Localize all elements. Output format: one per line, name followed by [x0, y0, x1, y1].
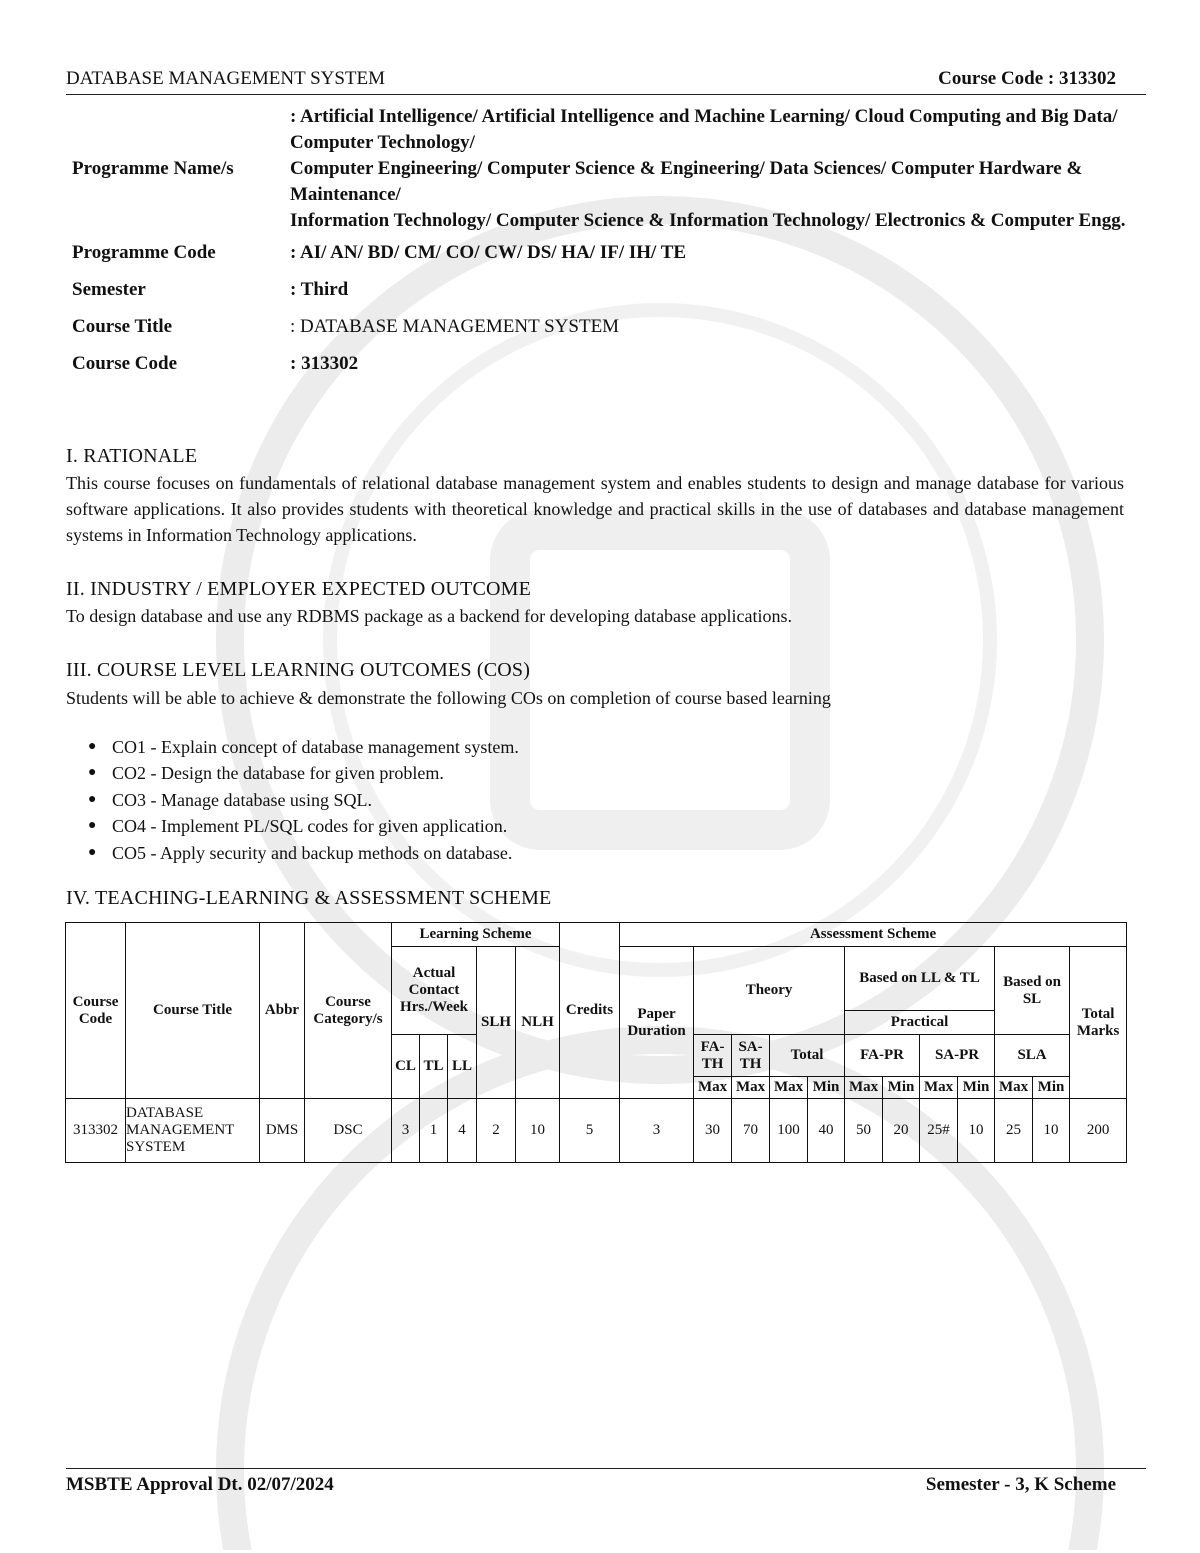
table-row	[66, 1099, 1127, 1163]
cell-total-min: 40	[808, 1099, 845, 1163]
th-based-sl: Based on SL	[995, 947, 1070, 1035]
th-min: Min	[883, 1077, 920, 1099]
bullet-icon: ●	[88, 791, 97, 807]
co-text: CO2 - Design the database for given problem.	[112, 763, 444, 784]
th-max: Max	[920, 1077, 958, 1099]
th-total-marks: Total Marks	[1070, 947, 1127, 1099]
cell-credits: 5	[560, 1099, 620, 1163]
th-assessment-scheme: Assessment Scheme	[620, 923, 1127, 947]
th-tl: TL	[420, 1035, 448, 1099]
cell-sla-min: 10	[1033, 1099, 1070, 1163]
industry-heading: II. INDUSTRY / EMPLOYER EXPECTED OUTCOME	[66, 578, 532, 600]
semester-value: : Third	[290, 278, 349, 300]
cos-intro: Students will be able to achieve & demonstrate the following COs on completion of course based learning	[66, 688, 831, 708]
th-sla: SLA	[995, 1035, 1070, 1077]
page-header	[66, 66, 1146, 95]
th-fa-th: FA-TH	[694, 1035, 732, 1077]
list-item	[88, 760, 519, 786]
cell-tl: 1	[420, 1099, 448, 1163]
cell-cl: 3	[392, 1099, 420, 1163]
co-text: CO1 - Explain concept of database management system.	[112, 737, 519, 757]
cos-heading: III. COURSE LEVEL LEARNING OUTCOMES (COS)	[66, 659, 531, 681]
th-credits: Credits	[560, 923, 620, 1099]
th-max: Max	[995, 1077, 1033, 1099]
th-min: Min	[808, 1077, 845, 1099]
header-title: DATABASE MANAGEMENT SYSTEM	[66, 68, 386, 89]
cell-sa-pr-min: 10	[958, 1099, 995, 1163]
header-course-code: Course Code : 313302	[938, 68, 1116, 89]
th-max: Max	[845, 1077, 883, 1099]
th-nlh: NLH	[516, 947, 560, 1099]
co-text: CO4 - Implement PL/SQL codes for given application.	[112, 816, 508, 837]
programme-code-value: : AI/ AN/ BD/ CM/ CO/ CW/ DS/ HA/ IF/ IH/ TE	[290, 241, 687, 263]
list-item	[88, 734, 519, 760]
cell-fa-pr-min: 20	[883, 1099, 920, 1163]
teaching-assessment-scheme-table	[65, 922, 1127, 1163]
th-sa-th: SA-TH	[732, 1035, 770, 1077]
th-ll: LL	[448, 1035, 477, 1099]
th-paper-duration: Paper Duration	[620, 947, 694, 1099]
th-cl: CL	[392, 1035, 420, 1099]
th-fa-pr: FA-PR	[845, 1035, 920, 1077]
bullet-icon: ●	[88, 818, 97, 834]
cell-total-max: 100	[770, 1099, 808, 1163]
course-code-label: Course Code	[72, 352, 178, 374]
th-min: Min	[1033, 1077, 1070, 1099]
programme-name-line-2: Computer Engineering/ Computer Science & Engineering/ Data Sciences/ Computer Hardware & Maintenance/	[290, 158, 1083, 205]
cell-sa-pr-max: 25#	[920, 1099, 958, 1163]
cell-course-code: 313302	[66, 1099, 126, 1163]
course-title-value: : DATABASE MANAGEMENT SYSTEM	[290, 315, 620, 337]
rationale-text: This course focuses on fundamentals of relational database management system and enables students to design and manage database for various software applications. It also provides students with theoretical knowledge and practical skills in the use of databases and database management systems in Information Technology applications.	[66, 473, 1124, 545]
th-learning-scheme: Learning Scheme	[392, 923, 560, 947]
th-max: Max	[732, 1077, 770, 1099]
cell-sa-th-max: 70	[732, 1099, 770, 1163]
cell-fa-th-max: 30	[694, 1099, 732, 1163]
th-theory: Theory	[694, 947, 845, 1035]
th-max: Max	[770, 1077, 808, 1099]
cell-nlh: 10	[516, 1099, 560, 1163]
list-item	[88, 787, 519, 813]
programme-name-line-3: Information Technology/ Computer Science & Information Technology/ Electronics & Computer Engg.	[290, 210, 1126, 231]
bullet-icon: ●	[88, 765, 97, 781]
footer-scheme: Semester - 3, K Scheme	[925, 1474, 1116, 1495]
th-total: Total	[770, 1035, 845, 1077]
cell-category: DSC	[305, 1099, 392, 1163]
course-info-table	[66, 104, 1146, 382]
co-text: CO5 - Apply security and backup methods on database.	[112, 842, 513, 863]
bullet-icon: ●	[88, 844, 97, 860]
cell-slh: 2	[477, 1099, 516, 1163]
th-course-category: Course Category/s	[305, 923, 392, 1099]
th-course-code: Course Code	[66, 923, 126, 1099]
course-code-value: : 313302	[290, 352, 359, 374]
list-item	[88, 813, 519, 839]
th-slh: SLH	[477, 947, 516, 1099]
footer-approval: MSBTE Approval Dt. 02/07/2024	[66, 1474, 334, 1495]
cell-sla-max: 25	[995, 1099, 1033, 1163]
industry-text: To design database and use any RDBMS package as a backend for developing database applications.	[66, 606, 793, 626]
course-title-label: Course Title	[72, 315, 173, 337]
co-list	[88, 734, 519, 866]
th-max: Max	[694, 1077, 732, 1099]
bullet-icon: ●	[88, 739, 97, 754]
rationale-heading: I. RATIONALE	[66, 445, 198, 467]
programme-name-value	[282, 104, 1146, 234]
cell-total-marks: 200	[1070, 1099, 1127, 1163]
page-footer	[66, 1468, 1146, 1499]
programme-name-line-1: : Artificial Intelligence/ Artificial Intelligence and Machine Learning/ Cloud Computing and Big Data/ Computer Technology/	[290, 106, 1118, 153]
cell-fa-pr-max: 50	[845, 1099, 883, 1163]
th-based-ll-tl: Based on LL & TL	[845, 947, 995, 1011]
scheme-heading: IV. TEACHING-LEARNING & ASSESSMENT SCHEME	[66, 887, 552, 909]
semester-label: Semester	[72, 278, 146, 300]
programme-name-label: Programme Name/s	[72, 158, 234, 179]
programme-code-label: Programme Code	[72, 241, 216, 263]
th-practical: Practical	[845, 1011, 995, 1035]
cell-course-title: DATABASE MANAGEMENT SYSTEM	[126, 1099, 260, 1163]
list-item	[88, 840, 519, 866]
th-actual-contact: Actual Contact Hrs./Week	[392, 947, 477, 1035]
cell-ll: 4	[448, 1099, 477, 1163]
th-course-title: Course Title	[126, 923, 260, 1099]
th-min: Min	[958, 1077, 995, 1099]
th-abbr: Abbr	[260, 923, 305, 1099]
cell-abbr: DMS	[260, 1099, 305, 1163]
co-text: CO3 - Manage database using SQL.	[112, 789, 372, 810]
th-sa-pr: SA-PR	[920, 1035, 995, 1077]
cell-paper-duration: 3	[620, 1099, 694, 1163]
